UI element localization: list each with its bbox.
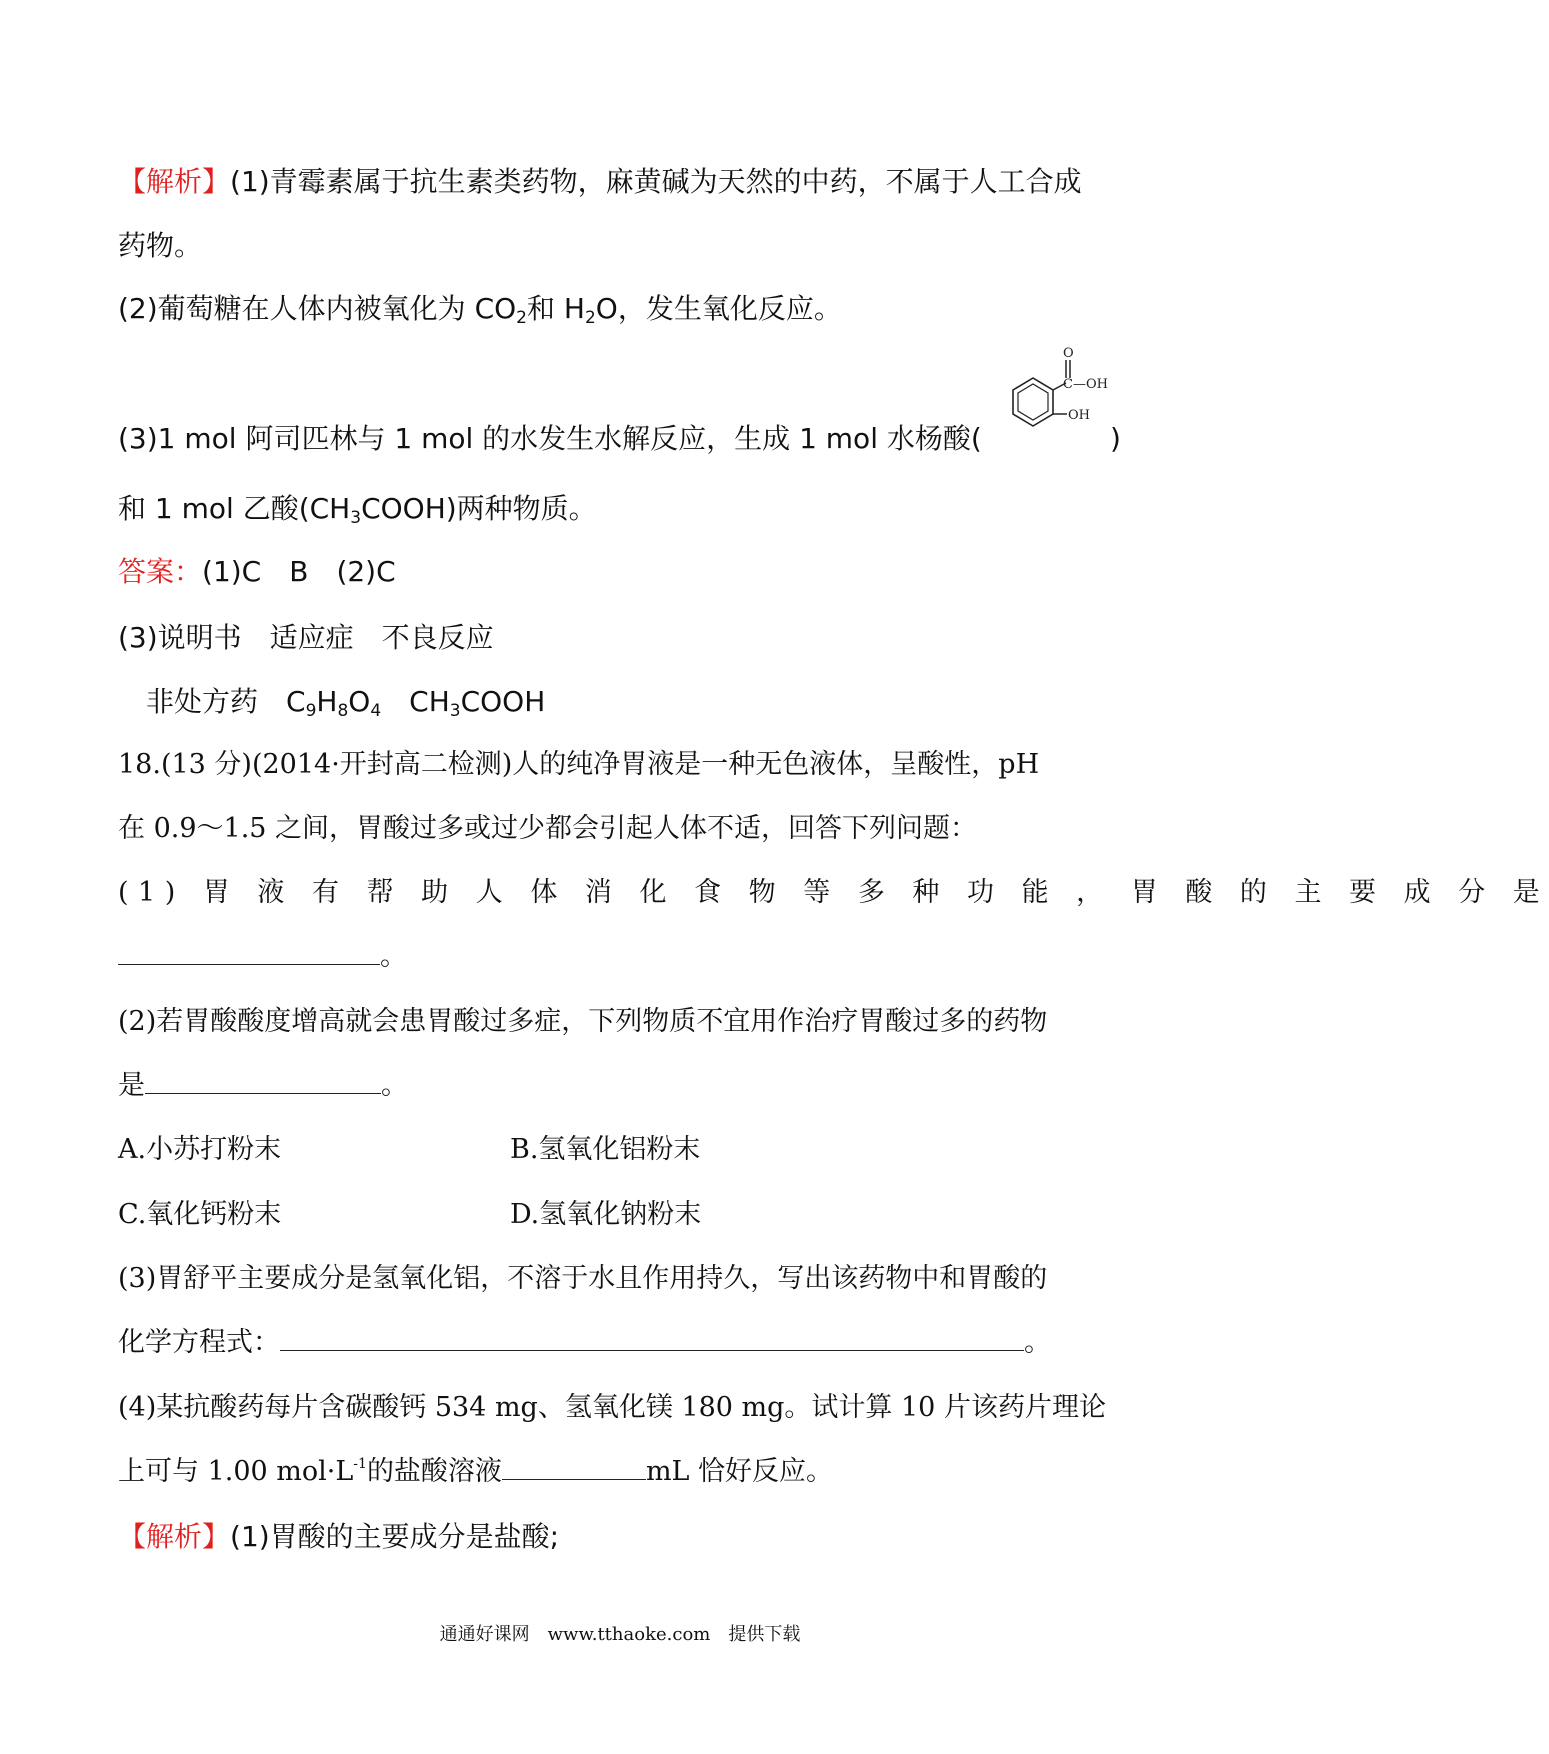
analysis-text-1: (1)青霉素属于抗生素类药物，麻黄碱为天然的中药，不属于人工合成 (230, 165, 1082, 198)
answer-line-1: 答案：(1)C B (2)C (118, 555, 396, 588)
option-b: B.氢氧化铝粉末 (510, 1134, 701, 1165)
question-18-part-3: (3)胃舒平主要成分是氢氧化铝，不溶于水且作用持久，写出该药物中和胃酸的 (118, 1263, 1048, 1294)
option-c: C.氧化钙粉末 (118, 1199, 282, 1230)
analysis-line-1 (118, 162, 1082, 202)
answer-blank-1[interactable] (118, 940, 380, 965)
question-18-part-4: (4)某抗酸药每片含碳酸钙 534 mg、氢氧化镁 180 mg。试计算 10 片该药片理论 (118, 1392, 1106, 1423)
question-18-part-3-blank-line: 化学方程式： 。 (118, 1327, 1051, 1358)
option-d: D.氢氧化钠粉末 (510, 1199, 702, 1230)
question-18-part-2-blank-line: 是 。 (118, 1070, 408, 1101)
question-18-part-1: (1) 胃 液 有 帮 助 人 体 消 化 食 物 等 多 种 功 能 ， 胃 酸 的 主 要 成 分 是 (118, 877, 1549, 908)
question-18-line-2: 在 0.9～1.5 之间，胃酸过多或过少都会引起人体不适，回答下列问题： (118, 813, 978, 844)
analysis-point-3: (3)1 mol 阿司匹林与 1 mol 的水发生水解反应，生成 1 mol 水杨酸( (118, 422, 982, 455)
answer-blank-2[interactable] (145, 1069, 381, 1094)
question-18-line-1: 18.(13 分)(2014·开封高二检测)人的纯净胃液是一种无色液体，呈酸性，pH (118, 749, 1040, 780)
salicylic-acid-structure (983, 348, 1113, 452)
analysis-point-2: (2)葡萄糖在人体内被氧化为 $CO_2$和 $H_2O$，发生氧化反应。 (118, 292, 842, 328)
analysis-line-2: 药物。 (118, 229, 203, 262)
page-footer: 通通好课网 www.tthaoke.com 提供下载 (439, 1624, 801, 1645)
answer-blank-4[interactable] (502, 1455, 646, 1480)
analysis-18: 【解析】(1)胃酸的主要成分是盐酸; (118, 1520, 560, 1553)
question-18-part-4-blank-line: 上可与 1.00 $mol\cdot L^{-1}$的盐酸溶液 mL 恰好反应。 (118, 1456, 834, 1487)
option-a: A.小苏打粉末 (118, 1134, 282, 1165)
answer-line-3: 非处方药 $C_9H_8O_4$ $CH_3COOH$ (146, 685, 546, 721)
answer-blank-3[interactable] (280, 1326, 1024, 1351)
answer-line-2: (3)说明书 适应症 不良反应 (118, 621, 494, 654)
structure-o-label: O (1063, 346, 1074, 361)
structure-oh1-label: C—OH (1063, 377, 1108, 392)
analysis-tag: 【解析】 (118, 165, 231, 198)
analysis-point-3-close: ) (1110, 422, 1121, 455)
structure-oh2-label: OH (1068, 408, 1090, 423)
analysis-18-tag: 【解析】 (118, 1520, 231, 1553)
question-18-part-2: (2)若胃酸酸度增高就会患胃酸过多症，下列物质不宜用作治疗胃酸过多的药物 (118, 1006, 1048, 1037)
answer-label: 答案： (118, 555, 203, 588)
analysis-point-3-line-2: 和 1 mol 乙酸$(CH_3COOH)$两种物质。 (118, 492, 597, 528)
question-18-part-1-blank-line: 。 (118, 937, 407, 977)
